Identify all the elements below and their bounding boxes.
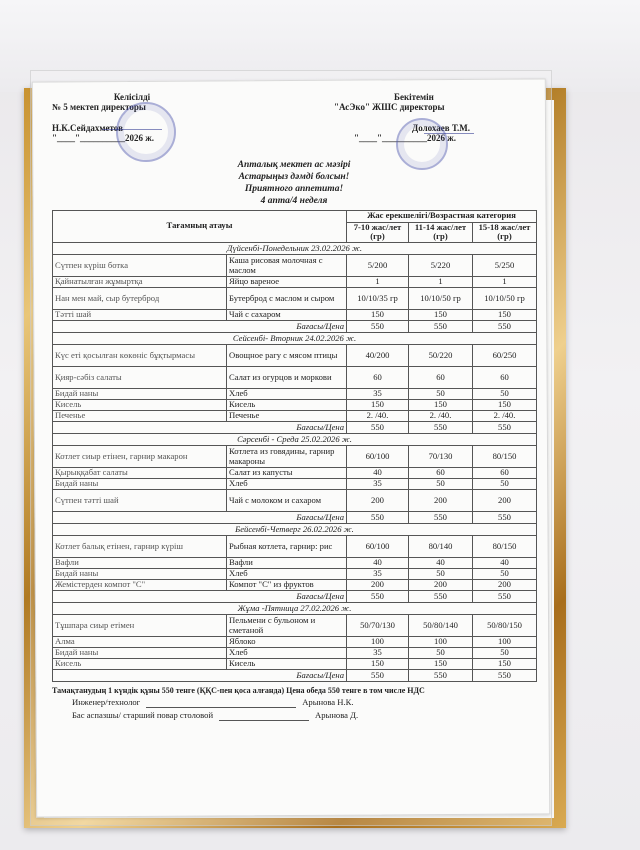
dish-name-ru: Вафли (227, 558, 347, 569)
menu-document (52, 92, 536, 721)
dish-name-ru: Кисель (227, 659, 347, 670)
dish-name-ru: Чай с сахаром (227, 310, 347, 321)
portion-value: 10/10/35 гр (347, 288, 409, 310)
approved-date: "____"__________2026 ж. (354, 133, 457, 144)
dish-row (53, 479, 537, 490)
portion-value: 2. /40. (473, 411, 537, 422)
dish-name-kz: Қияр-сәбіз салаты (53, 367, 227, 389)
price-value: 550 (409, 321, 473, 333)
portion-value: 60 (409, 367, 473, 389)
dish-name-kz: Күс еті қосылған көкөніс бұқтырмасы (53, 345, 227, 367)
portion-value: 100 (347, 637, 409, 648)
portion-value: 150 (347, 400, 409, 411)
price-row (53, 512, 537, 524)
dish-row (53, 637, 537, 648)
approval-block (52, 92, 536, 160)
agreed-name: Н.К.Сейдахметов (52, 122, 123, 133)
dish-row (53, 490, 537, 512)
price-value: 550 (347, 422, 409, 434)
portion-value: 200 (347, 490, 409, 512)
price-label: Бағасы/Цена (53, 670, 347, 682)
dish-name-kz: Қырыққабат салаты (53, 468, 227, 479)
price-value: 550 (347, 321, 409, 333)
portion-value: 1 (347, 277, 409, 288)
menu-wish-kz: Астарыңыз дәмді болсын! (238, 171, 350, 182)
portion-value: 35 (347, 569, 409, 580)
portion-value: 35 (347, 648, 409, 659)
portion-value: 60/100 (347, 536, 409, 558)
price-label: Бағасы/Цена (53, 591, 347, 603)
day-title: Дүйсенбі-Понедельник 23.02.2026 ж. (53, 243, 537, 255)
price-note: Тамақтанудың 1 күндік құны 550 тенге (ҚҚС-пен қоса алғанда) Цена обеда 550 тенге в том числе НДС (52, 686, 425, 696)
dish-name-kz: Сүтпен тәтті шай (53, 490, 227, 512)
portion-value: 2. /40. (347, 411, 409, 422)
portion-value: 60 (347, 367, 409, 389)
menu-table (52, 210, 537, 683)
dish-name-ru: Печенье (227, 411, 347, 422)
dish-name-kz: Тұшпара сиыр етімен (53, 615, 227, 637)
dish-row (53, 367, 537, 389)
portion-value: 150 (473, 659, 537, 670)
portion-value: 150 (409, 310, 473, 321)
portion-value: 50 (409, 569, 473, 580)
portion-value: 50 (473, 479, 537, 490)
day-header-row (53, 524, 537, 536)
portion-value: 100 (409, 637, 473, 648)
portion-value: 40 (347, 558, 409, 569)
price-label: Бағасы/Цена (53, 422, 347, 434)
dish-name-kz: Кисель (53, 659, 227, 670)
portion-value: 10/10/50 гр (473, 288, 537, 310)
portion-value: 2. /40. (409, 411, 473, 422)
dish-row (53, 536, 537, 558)
portion-value: 1 (409, 277, 473, 288)
agreed-position: № 5 мектеп директоры (52, 102, 146, 113)
engineer-label: Инженер/технолог (72, 697, 141, 708)
portion-value: 200 (347, 580, 409, 591)
portion-value: 40 (473, 558, 537, 569)
dish-name-kz: Вафли (53, 558, 227, 569)
dish-name-ru: Хлеб (227, 479, 347, 490)
portion-value: 50/70/130 (347, 615, 409, 637)
day-title: Сейсенбі- Вторник 24.02.2026 ж. (53, 333, 537, 345)
portion-value: 200 (473, 580, 537, 591)
day-title: Жұма -Пятница 27.02.2026 ж. (53, 603, 537, 615)
col-age-category: Жас ерекшелігі/Возрастная категория (347, 210, 537, 222)
dish-row (53, 345, 537, 367)
portion-value: 50 (473, 389, 537, 400)
price-value: 550 (347, 512, 409, 524)
day-header-row (53, 243, 537, 255)
director-signature (102, 116, 162, 130)
portion-value: 70/130 (409, 446, 473, 468)
dish-row (53, 400, 537, 411)
price-value: 550 (409, 670, 473, 682)
portion-value: 50 (409, 648, 473, 659)
dish-row (53, 569, 537, 580)
portion-value: 50 (409, 389, 473, 400)
menu-footer (52, 686, 536, 721)
portion-value: 60/250 (473, 345, 537, 367)
col-dish-name: Тағамның атауы (53, 210, 347, 243)
school-stamp (116, 102, 176, 162)
price-value: 550 (347, 670, 409, 682)
portion-value: 60 (409, 468, 473, 479)
dish-row (53, 558, 537, 569)
engineer-name: Арынова Н.К. (302, 697, 354, 708)
dish-name-kz: Жемістерден компот "С" (53, 580, 227, 591)
dish-name-kz: Бидай наны (53, 479, 227, 490)
price-value: 550 (473, 591, 537, 603)
dish-name-kz: Печенье (53, 411, 227, 422)
portion-value: 50/80/150 (473, 615, 537, 637)
dish-name-ru: Хлеб (227, 569, 347, 580)
approved-position: "АсЭко" ЖШС директоры (334, 102, 445, 113)
price-row (53, 422, 537, 434)
dish-row (53, 411, 537, 422)
portion-value: 50/220 (409, 345, 473, 367)
day-header-row (53, 603, 537, 615)
portion-value: 10/10/50 гр (409, 288, 473, 310)
portion-value: 5/250 (473, 255, 537, 277)
portion-value: 35 (347, 479, 409, 490)
portion-value: 50 (409, 479, 473, 490)
dish-name-ru: Бутерброд с маслом и сыром (227, 288, 347, 310)
portion-value: 60/100 (347, 446, 409, 468)
dish-row (53, 580, 537, 591)
agreed-block (52, 92, 212, 143)
portion-value: 200 (409, 580, 473, 591)
day-title: Бейсенбі-Четверг 26.02.2026 ж. (53, 524, 537, 536)
portion-value: 150 (473, 400, 537, 411)
portion-value: 150 (473, 310, 537, 321)
dish-name-ru: Хлеб (227, 389, 347, 400)
dish-name-ru: Салат из капусты (227, 468, 347, 479)
dish-row (53, 615, 537, 637)
dish-name-ru: Яйцо вареное (227, 277, 347, 288)
portion-value: 150 (409, 659, 473, 670)
agreed-title: Келісілді (113, 92, 151, 102)
portion-value: 60 (473, 468, 537, 479)
dish-name-kz: Тәтті шай (53, 310, 227, 321)
price-label: Бағасы/Цена (53, 321, 347, 333)
dish-row (53, 277, 537, 288)
dish-name-ru: Котлета из говядины, гарнир макароны (227, 446, 347, 468)
portion-value: 5/220 (409, 255, 473, 277)
col-age-11-14: 11-14 жас/лет (гр) (409, 222, 473, 243)
price-row (53, 321, 537, 333)
portion-value: 80/140 (409, 536, 473, 558)
day-title: Сәрсенбі - Среда 25.02.2026 ж. (53, 434, 537, 446)
portion-value: 150 (409, 400, 473, 411)
company-signature (424, 120, 474, 134)
price-value: 550 (473, 512, 537, 524)
price-value: 550 (473, 422, 537, 434)
price-value: 550 (473, 670, 537, 682)
dish-name-ru: Пельмени с бульоном и сметаной (227, 615, 347, 637)
dish-row (53, 255, 537, 277)
engineer-signature-line (52, 698, 536, 708)
dish-name-ru: Чай с молоком и сахаром (227, 490, 347, 512)
price-value: 550 (409, 591, 473, 603)
menu-titles (52, 160, 536, 208)
dish-row (53, 310, 537, 321)
dish-name-kz: Бидай наны (53, 569, 227, 580)
agreed-date: "____"__________2026 ж. (52, 133, 155, 144)
col-age-15-18: 15-18 жас/лет (гр) (473, 222, 537, 243)
menu-wish-ru: Приятного аппетита! (244, 183, 344, 194)
portion-value: 40 (347, 468, 409, 479)
day-header-row (53, 434, 537, 446)
dish-name-kz: Бидай наны (53, 389, 227, 400)
portion-value: 50 (473, 569, 537, 580)
price-value: 550 (347, 591, 409, 603)
week-label: 4 апта/4 неделя (260, 195, 328, 206)
price-row (53, 591, 537, 603)
price-value: 550 (473, 321, 537, 333)
cook-name: Арынова Д. (315, 710, 359, 721)
dish-name-ru: Компот "С" из фруктов (227, 580, 347, 591)
portion-value: 50/80/140 (409, 615, 473, 637)
dish-name-ru: Рыбная котлета, гарнир: рис (227, 536, 347, 558)
menu-title-kz: Апталық мектеп ас мәзірі (237, 160, 351, 170)
dish-name-kz: Қайнатылған жұмыртқа (53, 277, 227, 288)
day-header-row (53, 333, 537, 345)
dish-name-kz: Бидай наны (53, 648, 227, 659)
price-label: Бағасы/Цена (53, 512, 347, 524)
col-age-7-10: 7-10 жас/лет (гр) (347, 222, 409, 243)
dish-row (53, 648, 537, 659)
approved-name: Долохаев Т.М. (412, 122, 470, 133)
dish-row (53, 288, 537, 310)
portion-value: 200 (473, 490, 537, 512)
dish-name-kz: Кисель (53, 400, 227, 411)
dish-name-kz: Нан мен май, сыр бутерброд (53, 288, 227, 310)
dish-name-ru: Кисель (227, 400, 347, 411)
dish-name-ru: Салат из огурцов и моркови (227, 367, 347, 389)
portion-value: 200 (409, 490, 473, 512)
portion-value: 1 (473, 277, 537, 288)
portion-value: 40/200 (347, 345, 409, 367)
dish-name-ru: Каша рисовая молочная с маслом (227, 255, 347, 277)
cook-label: Бас аспазшы/ старший повар столовой (72, 710, 214, 721)
price-value: 550 (409, 422, 473, 434)
portion-value: 50 (473, 648, 537, 659)
dish-name-kz: Котлет балық етінен, гарнир күріш (53, 536, 227, 558)
portion-value: 100 (473, 637, 537, 648)
dish-name-ru: Хлеб (227, 648, 347, 659)
portion-value: 80/150 (473, 536, 537, 558)
dish-row (53, 468, 537, 479)
portion-value: 35 (347, 389, 409, 400)
dish-name-kz: Котлет сиыр етінен, гарнир макарон (53, 446, 227, 468)
dish-row (53, 389, 537, 400)
approved-title: Бекітемін (394, 92, 434, 102)
portion-value: 5/200 (347, 255, 409, 277)
dish-row (53, 446, 537, 468)
dish-name-kz: Сүтпен күріш ботка (53, 255, 227, 277)
portion-value: 40 (409, 558, 473, 569)
dish-name-kz: Алма (53, 637, 227, 648)
dish-name-ru: Яблоко (227, 637, 347, 648)
portion-value: 80/150 (473, 446, 537, 468)
portion-value: 150 (347, 659, 409, 670)
portion-value: 60 (473, 367, 537, 389)
cook-signature-line (52, 711, 536, 721)
dish-row (53, 659, 537, 670)
portion-value: 150 (347, 310, 409, 321)
dish-name-ru: Овощное рагу с мясом птицы (227, 345, 347, 367)
price-row (53, 670, 537, 682)
price-value: 550 (409, 512, 473, 524)
approved-block (334, 92, 534, 143)
